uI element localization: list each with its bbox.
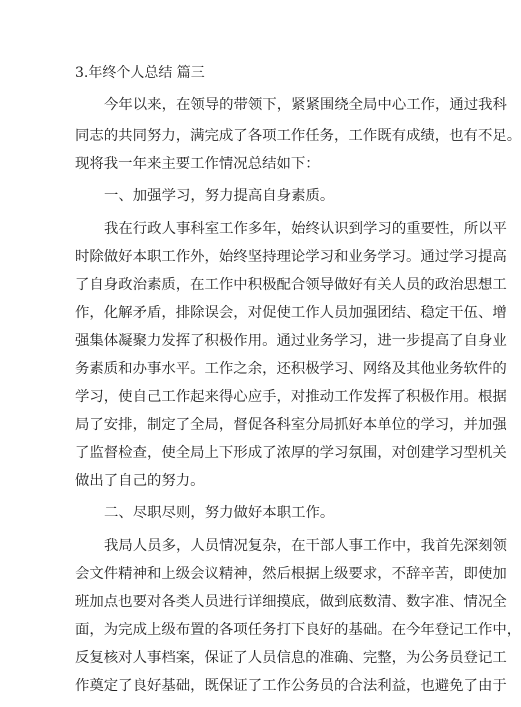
paragraph-line: 我在行政人事科室工作多年，始终认识到学习的重要性，所以平 (104, 221, 507, 237)
paragraph-line: 学习，使自己工作起来得心应手，对推动工作发挥了积极作用。根据 (75, 389, 507, 405)
paragraph-line: 反复核对人事档案，保证了人员信息的准确、完整，为公务员登记工 (75, 650, 507, 666)
paragraph-line: 作奠定了良好基础，既保证了工作公务员的合法利益，也避免了由于 (75, 678, 507, 694)
paragraph-line: 现将我一年来主要工作情况总结如下： (75, 156, 320, 172)
paragraph-line: 局了安排，制定了全局，督促各科室分局抓好本单位的学习，并加强 (75, 417, 507, 433)
paragraph-line: 了监督检查，使全局上下形成了浓厚的学习氛围，对创建学习型机关 (75, 445, 507, 461)
paragraph-line: 面，为完成上级布置的各项任务打下良好的基础。在今年登记工作中， (75, 622, 521, 638)
section-heading: 一、加强学习，努力提高自身素质。 (104, 188, 335, 204)
paragraph-line: 时除做好本职工作外，始终坚持理论学习和业务学习。通过学习提高 (75, 249, 507, 265)
paragraph-line: 今年以来，在领导的带领下，紧紧围绕全局中心工作，通过我科 (104, 97, 507, 113)
paragraph-line: 做出了自己的努力。 (75, 473, 205, 489)
paragraph-line: 我局人员多，人员情况复杂，在干部人事工作中，我首先深刻领 (104, 538, 507, 554)
paragraph-line: 作，化解矛盾，排除误会，对促使工作人员加强团结、稳定干伍、增 (75, 305, 507, 321)
paragraph-line: 了自身政治素质，在工作中积极配合领导做好有关人员的政治思想工 (75, 277, 507, 293)
document-title: 3.年终个人总结 篇三 (75, 65, 205, 81)
paragraph-line: 务素质和办事水平。工作之余，还积极学习、网络及其他业务软件的 (75, 361, 507, 377)
paragraph-line: 同志的共同努力，满完成了各项工作任务，工作既有成绩，也有不足。 (75, 128, 521, 144)
paragraph-line: 会文件精神和上级会议精神，然后根据上级要求，不辞辛苦，即使加 (75, 566, 507, 582)
paragraph-line: 强集体凝聚力发挥了积极作用。通过业务学习，进一步提高了自身业 (75, 333, 507, 349)
paragraph-line: 班加点也要对各类人员进行详细摸底，做到底数清、数字准、情况全 (75, 594, 507, 610)
section-heading: 二、尽职尽则，努力做好本职工作。 (104, 505, 335, 521)
